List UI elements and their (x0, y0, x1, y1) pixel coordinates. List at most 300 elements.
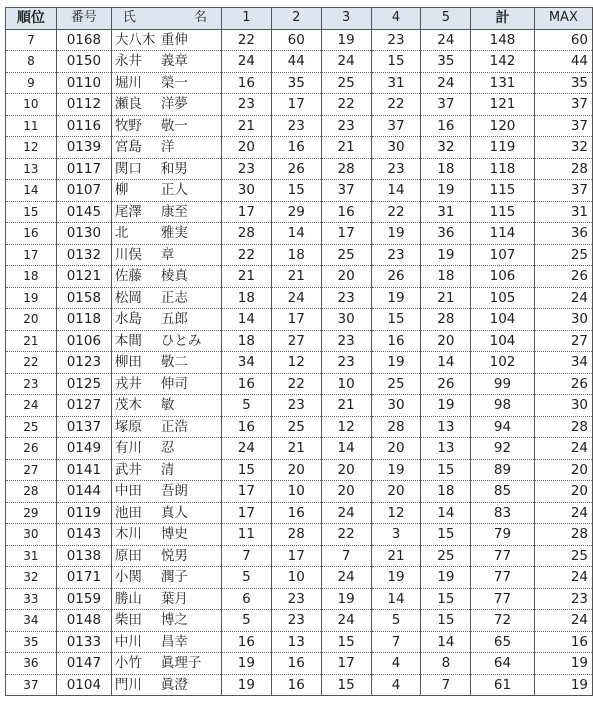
total-cell: 131 (471, 72, 534, 94)
max-cell: 19 (534, 674, 592, 696)
table-row (6, 631, 593, 653)
number-cell: 0158 (56, 287, 111, 309)
max-cell: 25 (534, 244, 592, 266)
score-cell-2: 17 (271, 545, 321, 567)
score-cell-2: 23 (271, 610, 321, 632)
rank-cell: 20 (6, 309, 57, 331)
score-cell-4: 15 (371, 309, 421, 331)
max-cell: 28 (534, 416, 592, 438)
given-name: 眞理子 (160, 655, 202, 672)
name-cell (111, 330, 221, 352)
header-rank: 順位 (6, 8, 57, 30)
rank-cell: 31 (6, 545, 57, 567)
table-row (6, 29, 593, 51)
number-cell: 0107 (56, 180, 111, 202)
family-name: 永井 (114, 53, 142, 70)
score-cell-5: 15 (421, 610, 471, 632)
name-cell (111, 29, 221, 51)
number-cell: 0139 (56, 137, 111, 159)
given-name: 敬二 (160, 354, 188, 371)
given-name: 正人 (160, 182, 188, 199)
max-cell: 24 (534, 502, 592, 524)
number-cell: 0171 (56, 567, 111, 589)
max-cell: 28 (534, 524, 592, 546)
score-cell-1: 19 (221, 674, 271, 696)
max-cell: 31 (534, 201, 592, 223)
total-cell: 72 (471, 610, 534, 632)
max-cell: 24 (534, 610, 592, 632)
table-row (6, 373, 593, 395)
score-cell-5: 18 (421, 158, 471, 180)
score-cell-5: 13 (421, 438, 471, 460)
score-cell-4: 19 (371, 567, 421, 589)
score-cell-4: 12 (371, 502, 421, 524)
given-name: 潤子 (160, 569, 188, 586)
score-cell-5: 19 (421, 395, 471, 417)
score-cell-1: 18 (221, 287, 271, 309)
score-cell-5: 24 (421, 72, 471, 94)
score-cell-5: 26 (421, 373, 471, 395)
score-cell-1: 16 (221, 373, 271, 395)
family-name: 尾澤 (114, 203, 142, 220)
rank-cell: 34 (6, 610, 57, 632)
score-cell-4: 16 (371, 330, 421, 352)
total-cell: 98 (471, 395, 534, 417)
score-cell-5: 37 (421, 94, 471, 116)
name-cell (111, 115, 221, 137)
header-score-1: 1 (221, 8, 271, 30)
max-cell: 37 (534, 115, 592, 137)
table-row (6, 459, 593, 481)
table-row (6, 352, 593, 374)
score-cell-1: 34 (221, 352, 271, 374)
score-cell-4: 22 (371, 201, 421, 223)
score-cell-3: 17 (321, 223, 371, 245)
family-name: 堀川 (114, 74, 142, 91)
given-name: 五郎 (160, 311, 188, 328)
table-row (6, 287, 593, 309)
score-cell-4: 23 (371, 29, 421, 51)
number-cell: 0104 (56, 674, 111, 696)
header-name-given: 名 (193, 10, 207, 26)
family-name: 池田 (114, 504, 142, 521)
name-cell (111, 244, 221, 266)
score-cell-5: 36 (421, 223, 471, 245)
table-row (6, 567, 593, 589)
total-cell: 119 (471, 137, 534, 159)
name-cell (111, 524, 221, 546)
rank-cell: 16 (6, 223, 57, 245)
header-number: 番号 (56, 8, 111, 30)
max-cell: 44 (534, 51, 592, 73)
score-cell-3: 10 (321, 373, 371, 395)
name-cell (111, 416, 221, 438)
rank-cell: 10 (6, 94, 57, 116)
score-cell-3: 17 (321, 653, 371, 675)
given-name: 悦男 (160, 547, 188, 564)
total-cell: 104 (471, 330, 534, 352)
score-cell-3: 19 (321, 588, 371, 610)
name-cell (111, 502, 221, 524)
table-row (6, 72, 593, 94)
given-name: 榮一 (160, 74, 188, 91)
score-cell-3: 21 (321, 395, 371, 417)
score-cell-2: 44 (271, 51, 321, 73)
table-row (6, 115, 593, 137)
score-cell-2: 24 (271, 287, 321, 309)
given-name: 洋夢 (160, 96, 188, 113)
score-cell-5: 16 (421, 115, 471, 137)
score-cell-2: 17 (271, 309, 321, 331)
score-cell-2: 13 (271, 631, 321, 653)
rank-cell: 23 (6, 373, 57, 395)
score-cell-1: 19 (221, 653, 271, 675)
total-cell: 94 (471, 416, 534, 438)
score-cell-5: 19 (421, 244, 471, 266)
total-cell: 105 (471, 287, 534, 309)
table-row (6, 201, 593, 223)
score-cell-4: 37 (371, 115, 421, 137)
name-cell (111, 481, 221, 503)
score-cell-5: 7 (421, 674, 471, 696)
max-cell: 24 (534, 287, 592, 309)
total-cell: 142 (471, 51, 534, 73)
name-cell (111, 309, 221, 331)
number-cell: 0147 (56, 653, 111, 675)
number-cell: 0118 (56, 309, 111, 331)
name-cell (111, 631, 221, 653)
score-cell-2: 14 (271, 223, 321, 245)
total-cell: 92 (471, 438, 534, 460)
table-row (6, 94, 593, 116)
score-cell-3: 24 (321, 567, 371, 589)
total-cell: 77 (471, 545, 534, 567)
score-cell-2: 23 (271, 588, 321, 610)
number-cell: 0121 (56, 266, 111, 288)
given-name: 康至 (160, 203, 188, 220)
table-row (6, 653, 593, 675)
given-name: 清 (160, 461, 175, 478)
table-row (6, 309, 593, 331)
score-cell-2: 21 (271, 438, 321, 460)
score-cell-3: 24 (321, 610, 371, 632)
score-cell-3: 19 (321, 29, 371, 51)
name-cell (111, 373, 221, 395)
score-cell-4: 19 (371, 352, 421, 374)
rank-cell: 37 (6, 674, 57, 696)
total-cell: 61 (471, 674, 534, 696)
family-name: 武井 (114, 461, 142, 478)
family-name: 中川 (114, 633, 142, 650)
score-cell-2: 25 (271, 416, 321, 438)
max-cell: 19 (534, 653, 592, 675)
score-cell-1: 5 (221, 567, 271, 589)
rank-cell: 21 (6, 330, 57, 352)
score-cell-1: 17 (221, 502, 271, 524)
score-cell-3: 23 (321, 287, 371, 309)
name-cell (111, 610, 221, 632)
rank-cell: 18 (6, 266, 57, 288)
given-name: 忍 (160, 440, 175, 457)
score-cell-2: 28 (271, 524, 321, 546)
name-cell (111, 72, 221, 94)
table-row (6, 180, 593, 202)
score-cell-1: 30 (221, 180, 271, 202)
family-name: 水島 (114, 311, 142, 328)
score-cell-1: 17 (221, 201, 271, 223)
score-cell-4: 31 (371, 72, 421, 94)
score-cell-4: 19 (371, 459, 421, 481)
score-cell-3: 24 (321, 51, 371, 73)
score-cell-1: 21 (221, 115, 271, 137)
score-cell-2: 15 (271, 180, 321, 202)
name-cell (111, 201, 221, 223)
number-cell: 0144 (56, 481, 111, 503)
name-cell (111, 567, 221, 589)
score-cell-2: 60 (271, 29, 321, 51)
rank-cell: 36 (6, 653, 57, 675)
max-cell: 16 (534, 631, 592, 653)
name-cell (111, 653, 221, 675)
score-cell-4: 19 (371, 287, 421, 309)
score-cell-4: 25 (371, 373, 421, 395)
given-name: 昌幸 (160, 633, 188, 650)
max-cell: 24 (534, 567, 592, 589)
score-cell-5: 21 (421, 287, 471, 309)
number-cell: 0138 (56, 545, 111, 567)
score-cell-5: 15 (421, 524, 471, 546)
score-cell-3: 7 (321, 545, 371, 567)
score-cell-2: 20 (271, 459, 321, 481)
max-cell: 34 (534, 352, 592, 374)
name-cell (111, 395, 221, 417)
score-cell-2: 27 (271, 330, 321, 352)
given-name: 洋 (160, 139, 175, 156)
max-cell: 26 (534, 266, 592, 288)
name-cell (111, 266, 221, 288)
max-cell: 23 (534, 588, 592, 610)
given-name: 和男 (160, 160, 188, 177)
table-row (6, 588, 593, 610)
score-cell-3: 15 (321, 674, 371, 696)
family-name: 松岡 (114, 289, 142, 306)
header-name (111, 8, 221, 30)
family-name: 佐藤 (114, 268, 142, 285)
score-cell-5: 13 (421, 416, 471, 438)
total-cell: 77 (471, 588, 534, 610)
results-sheet (5, 7, 593, 696)
score-cell-3: 25 (321, 244, 371, 266)
rank-cell: 15 (6, 201, 57, 223)
family-name: 門川 (114, 676, 142, 693)
given-name: 雅実 (160, 225, 188, 242)
score-cell-2: 16 (271, 137, 321, 159)
total-cell: 115 (471, 201, 534, 223)
score-cell-2: 16 (271, 653, 321, 675)
table-row (6, 330, 593, 352)
header-score-4: 4 (371, 8, 421, 30)
score-cell-4: 22 (371, 94, 421, 116)
table-row (6, 266, 593, 288)
score-cell-2: 21 (271, 266, 321, 288)
table-row (6, 502, 593, 524)
given-name: 伸司 (160, 375, 188, 392)
table-row (6, 545, 593, 567)
score-cell-4: 23 (371, 158, 421, 180)
given-name: 棱真 (160, 268, 188, 285)
score-cell-1: 21 (221, 266, 271, 288)
given-name: 正志 (160, 289, 188, 306)
score-cell-4: 28 (371, 416, 421, 438)
score-cell-4: 4 (371, 674, 421, 696)
score-cell-4: 19 (371, 223, 421, 245)
score-cell-3: 28 (321, 158, 371, 180)
header-total: 計 (471, 8, 534, 30)
rank-cell: 32 (6, 567, 57, 589)
header-score-5: 5 (421, 8, 471, 30)
name-cell (111, 545, 221, 567)
table-row (6, 610, 593, 632)
score-cell-3: 20 (321, 481, 371, 503)
total-cell: 118 (471, 158, 534, 180)
total-cell: 89 (471, 459, 534, 481)
family-name: 小関 (114, 569, 142, 586)
family-name: 勝山 (114, 590, 142, 607)
score-cell-2: 10 (271, 481, 321, 503)
total-cell: 106 (471, 266, 534, 288)
number-cell: 0117 (56, 158, 111, 180)
rank-cell: 11 (6, 115, 57, 137)
rank-cell: 19 (6, 287, 57, 309)
family-name: 柳 (114, 182, 129, 199)
score-cell-1: 23 (221, 158, 271, 180)
total-cell: 107 (471, 244, 534, 266)
total-cell: 85 (471, 481, 534, 503)
number-cell: 0133 (56, 631, 111, 653)
name-cell (111, 180, 221, 202)
family-name: 茂木 (114, 397, 142, 414)
given-name: 博史 (160, 526, 188, 543)
score-cell-1: 15 (221, 459, 271, 481)
score-cell-4: 14 (371, 588, 421, 610)
score-cell-2: 22 (271, 373, 321, 395)
header-score-3: 3 (321, 8, 371, 30)
score-cell-2: 12 (271, 352, 321, 374)
score-cell-1: 18 (221, 330, 271, 352)
score-cell-4: 15 (371, 51, 421, 73)
family-name: 小竹 (114, 655, 142, 672)
number-cell: 0130 (56, 223, 111, 245)
given-name: 義章 (160, 53, 188, 70)
family-name: 牧野 (114, 117, 142, 134)
total-cell: 83 (471, 502, 534, 524)
number-cell: 0150 (56, 51, 111, 73)
family-name: 塚原 (114, 418, 142, 435)
number-cell: 0145 (56, 201, 111, 223)
name-cell (111, 588, 221, 610)
rank-cell: 13 (6, 158, 57, 180)
rank-cell: 35 (6, 631, 57, 653)
table-row (6, 481, 593, 503)
score-cell-5: 28 (421, 309, 471, 331)
total-cell: 99 (471, 373, 534, 395)
score-cell-5: 14 (421, 631, 471, 653)
table-row (6, 395, 593, 417)
number-cell: 0149 (56, 438, 111, 460)
family-name: 戎井 (114, 375, 142, 392)
family-name: 柴田 (114, 612, 142, 629)
score-cell-1: 5 (221, 610, 271, 632)
rank-cell: 25 (6, 416, 57, 438)
family-name: 瀬良 (114, 96, 142, 113)
score-cell-3: 23 (321, 330, 371, 352)
rank-cell: 27 (6, 459, 57, 481)
name-cell (111, 459, 221, 481)
number-cell: 0148 (56, 610, 111, 632)
number-cell: 0141 (56, 459, 111, 481)
score-cell-5: 24 (421, 29, 471, 51)
score-cell-3: 14 (321, 438, 371, 460)
table-row (6, 158, 593, 180)
score-cell-5: 15 (421, 588, 471, 610)
score-cell-1: 22 (221, 244, 271, 266)
number-cell: 0137 (56, 416, 111, 438)
rank-cell: 17 (6, 244, 57, 266)
number-cell: 0112 (56, 94, 111, 116)
number-cell: 0168 (56, 29, 111, 51)
score-cell-4: 20 (371, 438, 421, 460)
total-cell: 77 (471, 567, 534, 589)
rank-cell: 7 (6, 29, 57, 51)
score-cell-4: 30 (371, 395, 421, 417)
score-cell-1: 6 (221, 588, 271, 610)
table-row (6, 674, 593, 696)
max-cell: 20 (534, 459, 592, 481)
name-cell (111, 438, 221, 460)
given-name: 重伸 (160, 31, 188, 48)
score-cell-3: 12 (321, 416, 371, 438)
number-cell: 0132 (56, 244, 111, 266)
score-cell-2: 29 (271, 201, 321, 223)
family-name: 中田 (114, 483, 142, 500)
rank-cell: 8 (6, 51, 57, 73)
score-cell-3: 25 (321, 72, 371, 94)
number-cell: 0110 (56, 72, 111, 94)
score-cell-5: 14 (421, 502, 471, 524)
score-cell-4: 14 (371, 180, 421, 202)
rank-cell: 29 (6, 502, 57, 524)
score-cell-4: 20 (371, 481, 421, 503)
score-cell-2: 23 (271, 115, 321, 137)
score-cell-3: 16 (321, 201, 371, 223)
total-cell: 65 (471, 631, 534, 653)
table-row (6, 223, 593, 245)
score-cell-5: 14 (421, 352, 471, 374)
max-cell: 24 (534, 438, 592, 460)
given-name: ひとみ (160, 332, 202, 349)
number-cell: 0116 (56, 115, 111, 137)
score-cell-1: 16 (221, 416, 271, 438)
score-cell-5: 25 (421, 545, 471, 567)
family-name: 北 (114, 225, 129, 242)
name-cell (111, 51, 221, 73)
family-name: 大八木 (114, 31, 156, 48)
table-row (6, 524, 593, 546)
header-score-2: 2 (271, 8, 321, 30)
table-row (6, 438, 593, 460)
given-name: 敬一 (160, 117, 188, 134)
score-cell-3: 24 (321, 502, 371, 524)
